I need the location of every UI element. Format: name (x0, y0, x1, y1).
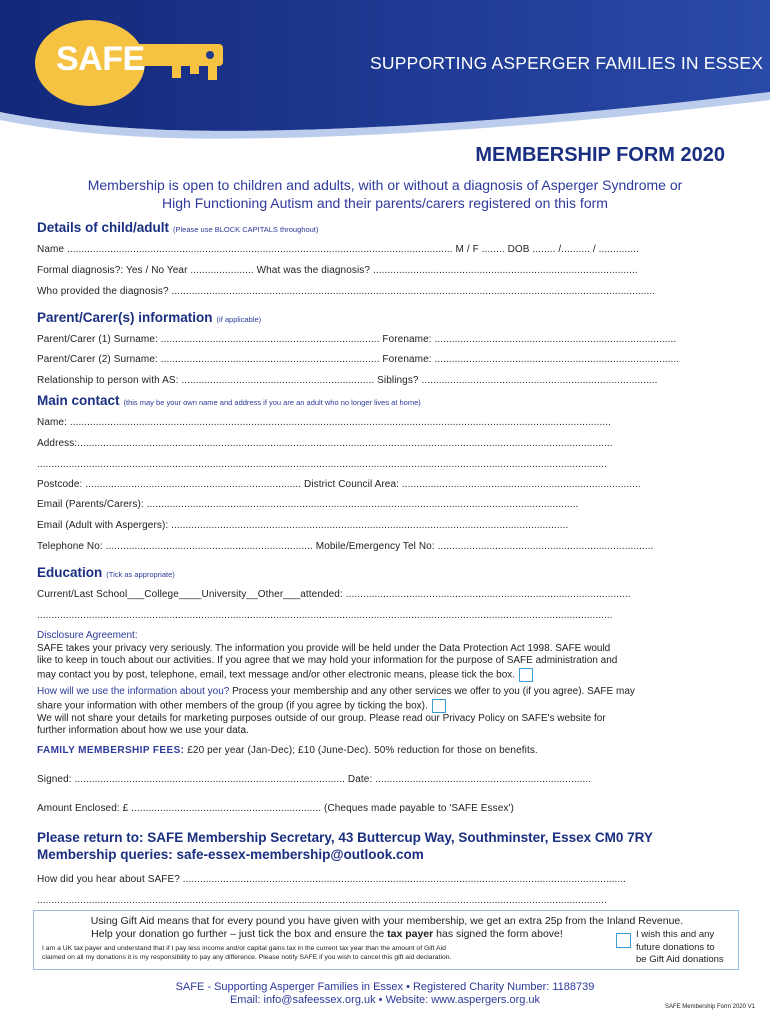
gift-aid-wish-2: future donations to (636, 941, 715, 953)
footer-charity-line: SAFE - Supporting Asperger Families in Essex • Registered Charity Number: 1188739 (175, 981, 595, 993)
relationship-field[interactable]: Relationship to person with AS: ................................................................... Siblings? .................................................................................. (37, 375, 658, 386)
heard-about-field-2[interactable]: ...................................................................................................................................................................................................... (37, 895, 607, 906)
gift-aid-wish (636, 929, 736, 967)
disclosure-text-2: like to keep in touch about our activities. If you agree that we may hold your information for the purpose of SAFE administration and (37, 655, 618, 667)
gift-aid-small-1: I am a UK tax payer and understand that if I pay less income and/or capital gains tax in the current tax year than the amount of Gift Aid (42, 945, 446, 952)
contact-name-field[interactable]: Name: ............................................................................................................................................................................................ (37, 417, 611, 428)
privacy-consent-checkbox[interactable] (519, 668, 533, 682)
gift-aid-line-2b: tax payer (387, 928, 434, 940)
fees-line (37, 745, 538, 756)
usage-text-1: Process your membership and any other services we offer to you (if you agree). SAFE may (229, 686, 635, 697)
section-parent-note: (if applicable) (216, 315, 262, 324)
section-contact-title: Main contact (37, 393, 120, 408)
return-block (37, 829, 653, 863)
parent2-field[interactable]: Parent/Carer (2) Surname: ............................................................................ Forename: ..................................................................................... (37, 354, 680, 365)
gift-aid-checkbox[interactable] (616, 933, 631, 948)
disclosure-text-3-row (37, 668, 737, 682)
gift-aid-declaration (42, 944, 602, 962)
section-parent-heading (37, 310, 261, 325)
heard-about-field[interactable]: How did you hear about SAFE? .......................................................................................................................................................... (37, 874, 627, 885)
disclosure-text-1: SAFE takes your privacy very seriously. The information you provide will be held under the Data Protection Act 1998. SAFE would (37, 642, 611, 654)
membership-queries: Membership queries: safe-essex-membership@outlook.com (37, 847, 424, 862)
parent1-field[interactable]: Parent/Carer (1) Surname: ............................................................................ Forename: .................................................................................... (37, 334, 677, 345)
section-contact-heading (37, 393, 421, 408)
share-text-1: We will not share your details for marketing purposes outside of our group. Please read our Privacy Policy on SAFE's website for (37, 712, 606, 724)
signed-field[interactable]: Signed: .............................................................................................. Date: ........................................................................... (37, 774, 592, 785)
section-education-heading (37, 565, 175, 580)
gift-aid-line-1: Using Gift Aid means that for every pound you have given with your membership, we get an extra 25p from the Inland Revenue. (90, 915, 684, 927)
usage-line-1 (37, 686, 737, 699)
header-tagline: SUPPORTING ASPERGER FAMILIES IN ESSEX (370, 53, 764, 73)
section-education-title: Education (37, 565, 103, 580)
section-child-note: (Please use BLOCK CAPITALS throughout) (173, 225, 319, 234)
gift-aid-line-2a: Help your donation go further – just tick the box and ensure the (91, 928, 388, 940)
amount-field[interactable]: Amount Enclosed: £ .................................................................. (Cheques made payable to 'SAFE Essex') (37, 803, 514, 814)
section-contact-note: (this may be your own name and address if you are an adult who no longer lives at home) (123, 398, 421, 407)
gift-aid-small-2: claimed on all my donations it is my responsibility to pay any difference. Please notify SAFE if you wish to cancel this gift aid declaration. (42, 954, 452, 961)
email-adult-field[interactable]: Email (Adult with Aspergers): .......................................................................................................................................... (37, 520, 569, 531)
section-child-title: Details of child/adult (37, 220, 170, 235)
intro-line-2: High Functioning Autism and their parents/carers registered on this form (162, 195, 608, 211)
intro-text (30, 176, 740, 212)
intro-line-1: Membership is open to children and adults, with or without a diagnosis of Asperger Syndrome or (87, 177, 683, 193)
fees-text: £20 per year (Jan-Dec); £10 (June-Dec). 50% reduction for those on benefits. (184, 745, 538, 756)
email-parents-field[interactable]: Email (Parents/Carers): ...................................................................................................................................................... (37, 499, 579, 510)
diagnosis-provider-field[interactable]: Who provided the diagnosis? ........................................................................................................................................................................ (37, 286, 656, 297)
disclosure-text-3: may contact you by post, telephone, email, text message and/or other electronic means, please tick the box. (37, 669, 516, 681)
education-extra-field[interactable]: ........................................................................................................................................................................................................ (37, 610, 613, 621)
footer (0, 981, 770, 1006)
usage-text-2: share your information with other members of the group (if you agree by ticking the box). (37, 700, 428, 712)
form-version: SAFE Membership Form 2020 V1 (664, 1004, 755, 1010)
child-name-field[interactable]: Name ...................................................................................................................................... M / F ........ DOB ........ /.......... / .............. (37, 244, 639, 255)
education-options-field[interactable]: Current/Last School___College____University__Other___attended: ................................................................................................... (37, 589, 631, 600)
gift-aid-wish-3: be Gift Aid donations (636, 954, 724, 965)
header-banner (0, 0, 770, 140)
usage-block (37, 686, 737, 738)
telephone-field[interactable]: Telephone No: ........................................................................ Mobile/Emergency Tel No: ........................................................................... (37, 541, 654, 552)
gift-aid-wish-1: I wish this and any (636, 929, 715, 940)
section-parent-title: Parent/Carer(s) information (37, 310, 213, 325)
share-text-2: further information about how we use your data. (37, 725, 249, 737)
usage-line-2 (37, 699, 737, 713)
address-field[interactable]: Address:.......................................................................................................................................................................................... (37, 438, 613, 449)
address-field-2[interactable]: ...................................................................................................................................................................................................... (37, 459, 607, 470)
disclosure-heading: Disclosure Agreement: (37, 630, 138, 641)
disclosure-block (37, 630, 737, 682)
return-address: Please return to: SAFE Membership Secretary, 43 Buttercup Way, Southminster, Essex CM0 7RY (37, 830, 653, 845)
diagnosis-field[interactable]: Formal diagnosis?: Yes / No Year ...................... What was the diagnosis? ............................................................................................ (37, 265, 638, 276)
logo-text: SAFE (56, 40, 145, 78)
section-education-note: (Tick as appropriate) (106, 570, 175, 579)
section-child-heading (37, 220, 318, 235)
footer-contact-line: Email: info@safeessex.org.uk • Website: www.aspergers.org.uk (229, 993, 541, 1006)
postcode-field[interactable]: Postcode: ........................................................................... District Council Area: ................................................................................... (37, 479, 641, 490)
gift-aid-line-2c: has signed the form above! (433, 928, 563, 940)
fees-label: FAMILY MEMBERSHIP FEES: (37, 745, 185, 756)
share-consent-checkbox[interactable] (432, 699, 446, 713)
form-title: MEMBERSHIP FORM 2020 (475, 144, 725, 166)
usage-question: How will we use the information about you? (37, 686, 230, 697)
gift-aid-box (33, 910, 739, 970)
